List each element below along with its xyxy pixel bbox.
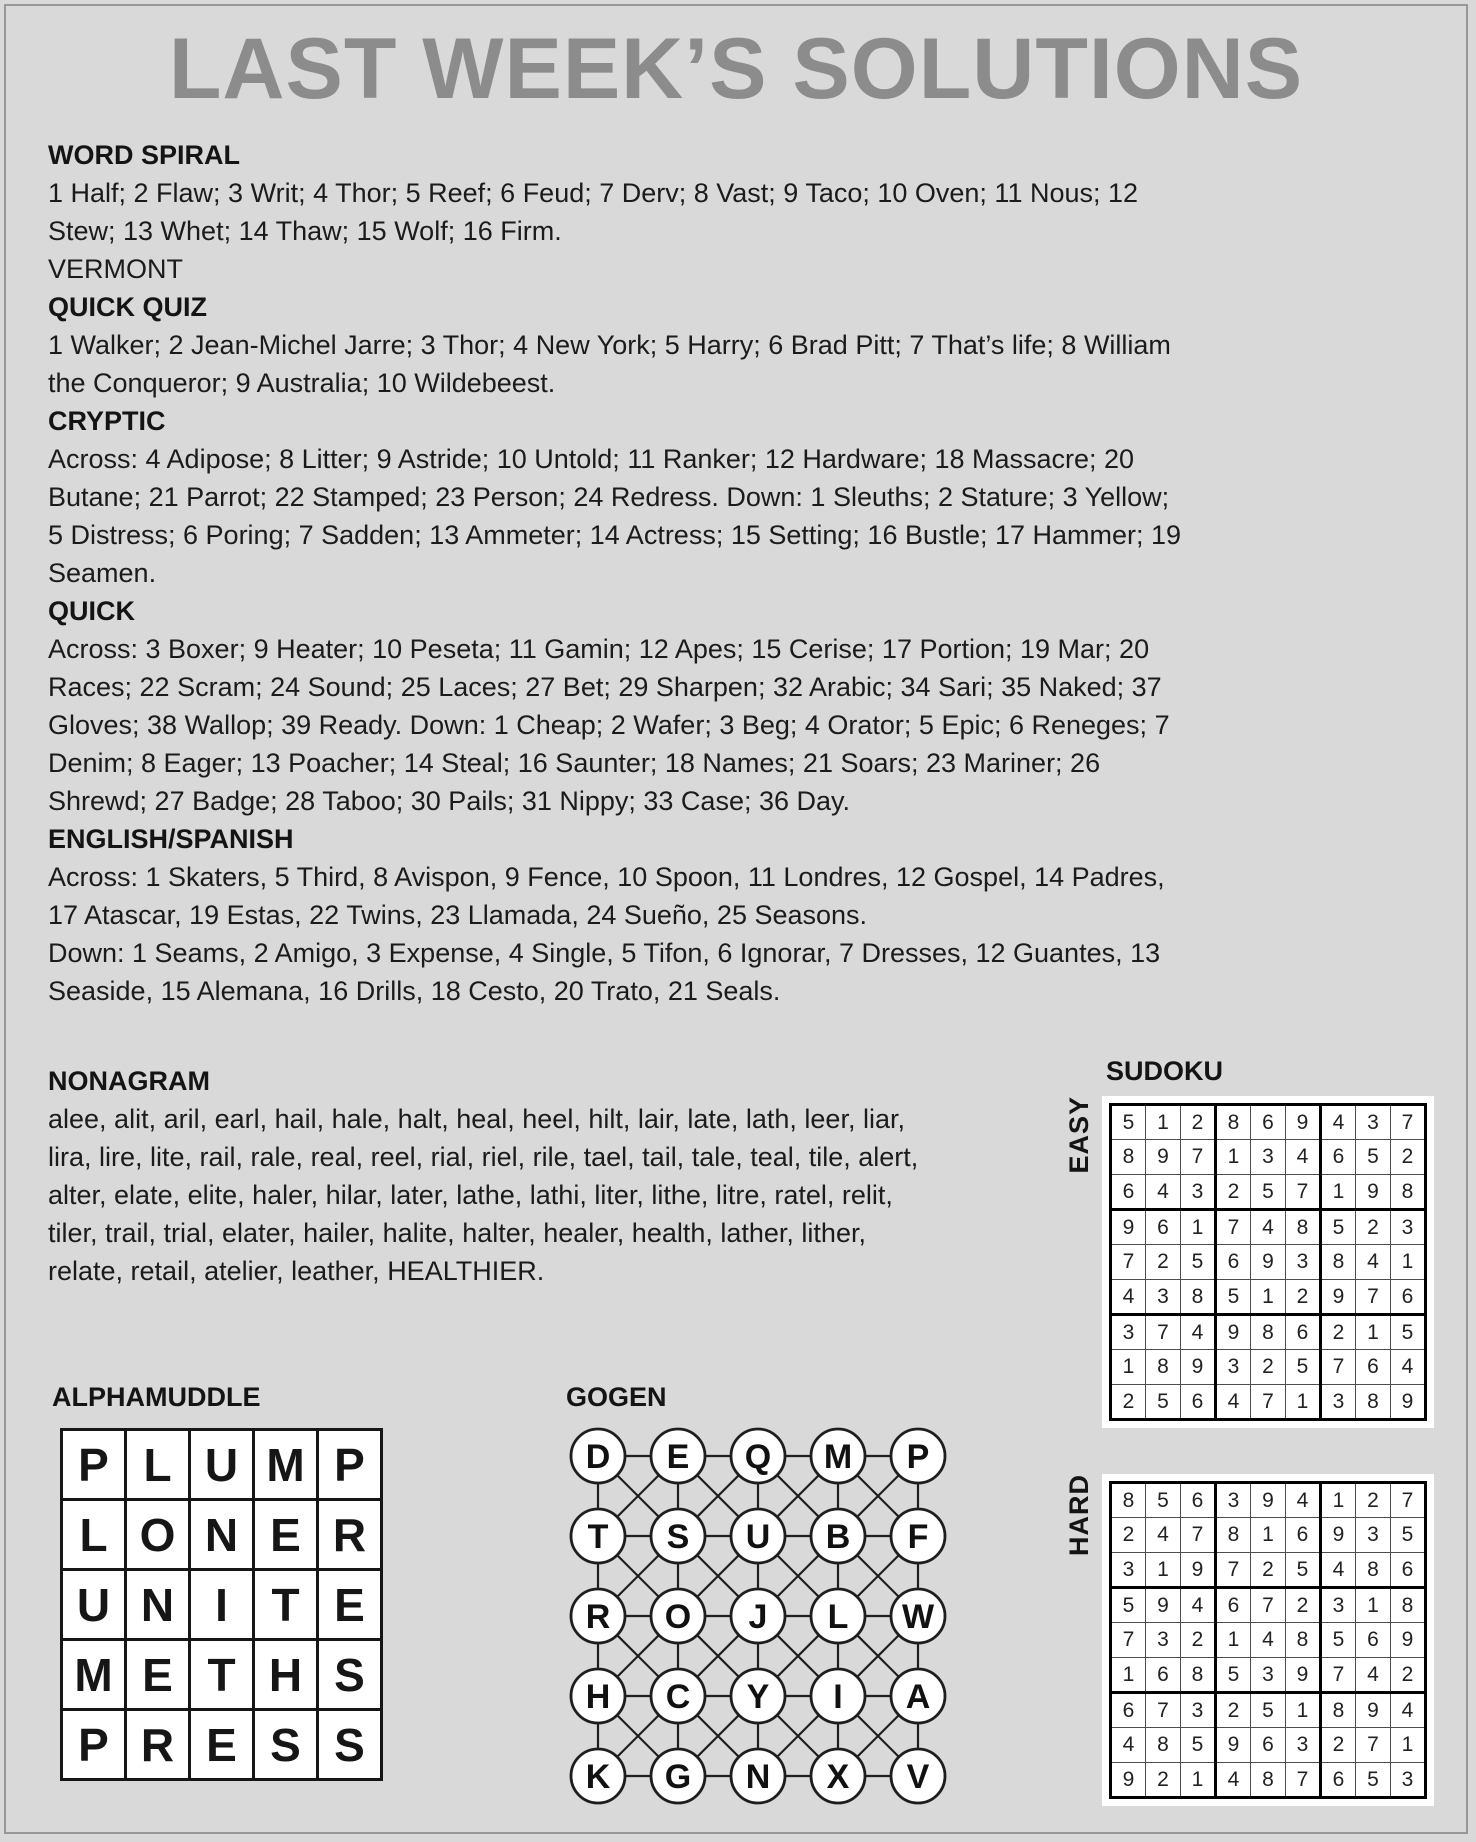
- sudoku-hard-cell: 5: [1286, 1553, 1321, 1588]
- gogen-letter: X: [826, 1758, 850, 1796]
- sudoku-easy-cell: 1: [1251, 1280, 1286, 1315]
- sudoku-hard-cell: 1: [1216, 1623, 1251, 1658]
- alphamuddle-cell-row: [62, 1640, 382, 1710]
- solutions-text-block: [48, 136, 1183, 1010]
- sudoku-hard-cell: 6: [1146, 1658, 1181, 1693]
- sudoku-easy-cell: 7: [1321, 1350, 1356, 1385]
- sudoku-easy-label: EASY: [1064, 1096, 1094, 1174]
- sudoku-hard-cell: 2: [1356, 1483, 1391, 1518]
- alphamuddle-heading: ALPHAMUDDLE: [52, 1382, 261, 1412]
- sudoku-easy-cell: 9: [1216, 1315, 1251, 1350]
- gogen-letter: C: [665, 1678, 691, 1716]
- word-spiral-keyword: VERMONT: [48, 254, 183, 284]
- sudoku-easy-cell: 1: [1321, 1175, 1356, 1210]
- section-gogen: [566, 1378, 950, 1808]
- gogen-diagram: [566, 1424, 950, 1808]
- sudoku-hard-cell: 9: [1286, 1658, 1321, 1693]
- alphamuddle-cell: R: [126, 1710, 190, 1780]
- sudoku-hard-cell: 2: [1251, 1553, 1286, 1588]
- sudoku-easy-cell: 2: [1286, 1280, 1321, 1315]
- section-cryptic: [48, 402, 1183, 592]
- sudoku-easy-cell: 2: [1146, 1245, 1181, 1280]
- nonagram-words: alee, alit, aril, earl, hail, hale, halt, heal, heel, hilt, lair, late, lath, leer, liar, lira, lire, lite, rail, rale, real, reel, rial, riel, rile, tael, tail, tale, teal, tile, alert, alter, elate, elite, haler, hilar, later, lathe, lathi, liter, lithe, litre, ratel, relit, tiler, trail, trial, elater, hailer, halite, halter, healer, health, lather, lither, relate, retail, atelier, leather, HEALTHIER.: [48, 1104, 919, 1286]
- sudoku-hard-cell: 5: [1216, 1658, 1251, 1693]
- sudoku-hard-cell: 8: [1356, 1553, 1391, 1588]
- gogen-letter: E: [666, 1438, 690, 1476]
- alphamuddle-cell: S: [318, 1710, 382, 1780]
- gogen-letter: P: [906, 1438, 930, 1476]
- quick-quiz-answers: 1 Walker; 2 Jean-Michel Jarre; 3 Thor; 4 New York; 5 Harry; 6 Brad Pitt; 7 That’s life; 8 William the Conqueror; 9 Australia; 10 Wildebeest.: [48, 330, 1171, 398]
- sudoku-easy-cell-row: [1111, 1105, 1426, 1140]
- sudoku-easy-cell: 1: [1111, 1350, 1146, 1385]
- sudoku-hard-cell: 8: [1181, 1658, 1216, 1693]
- sudoku-easy-cell: 2: [1111, 1385, 1146, 1420]
- sudoku-easy-cell: 4: [1321, 1105, 1356, 1140]
- sudoku-hard-cell-row: [1111, 1693, 1426, 1728]
- gogen-letter: L: [827, 1598, 849, 1636]
- section-english-spanish: [48, 820, 1183, 1010]
- sudoku-easy-cell: 5: [1111, 1105, 1146, 1140]
- nonagram-heading: NONAGRAM: [48, 1066, 210, 1096]
- sudoku-easy-cell: 8: [1146, 1350, 1181, 1385]
- sudoku-hard-cell: 7: [1216, 1553, 1251, 1588]
- sudoku-easy-cell: 8: [1356, 1385, 1391, 1420]
- sudoku-hard-cell: 3: [1111, 1553, 1146, 1588]
- sudoku-hard-cell: 6: [1251, 1728, 1286, 1763]
- sudoku-easy-cell: 7: [1146, 1315, 1181, 1350]
- sudoku-easy-cell: 1: [1391, 1245, 1426, 1280]
- sudoku-hard-cell: 7: [1251, 1588, 1286, 1623]
- sudoku-hard-cell: 6: [1286, 1518, 1321, 1553]
- sudoku-easy-cell-row: [1111, 1245, 1426, 1280]
- alphamuddle-cell: M: [62, 1640, 126, 1710]
- alphamuddle-cell-row: [62, 1430, 382, 1500]
- sudoku-hard-cell: 3: [1216, 1483, 1251, 1518]
- alphamuddle-cell: M: [254, 1430, 318, 1500]
- sudoku-hard-cell-row: [1111, 1728, 1426, 1763]
- alphamuddle-cell: P: [318, 1430, 382, 1500]
- sudoku-easy-cell: 3: [1286, 1245, 1321, 1280]
- sudoku-easy-cell: 2: [1181, 1105, 1216, 1140]
- page-title: LAST WEEK’S SOLUTIONS: [168, 21, 1304, 117]
- gogen-letter: G: [664, 1758, 692, 1796]
- gogen-letter: A: [905, 1678, 931, 1716]
- sudoku-hard-cell: 9: [1216, 1728, 1251, 1763]
- sudoku-easy-cell: 4: [1251, 1210, 1286, 1245]
- english-spanish-down: Down: 1 Seams, 2 Amigo, 3 Expense, 4 Single, 5 Tifon, 6 Ignorar, 7 Dresses, 12 Guantes, 13 Seaside, 15 Alemana, 16 Drills, 18 Cesto, 20 Trato, 21 Seals.: [48, 938, 1161, 1006]
- sudoku-easy-cell-row: [1111, 1315, 1426, 1350]
- sudoku-easy-cell: 6: [1321, 1140, 1356, 1175]
- sudoku-hard-cell: 7: [1286, 1763, 1321, 1798]
- sudoku-hard-cell-row: [1111, 1588, 1426, 1623]
- sudoku-easy-cell: 5: [1286, 1350, 1321, 1385]
- sudoku-easy-cell: 9: [1286, 1105, 1321, 1140]
- english-spanish-heading: ENGLISH/SPANISH: [48, 824, 294, 854]
- sudoku-easy-cell: 3: [1251, 1140, 1286, 1175]
- sudoku-hard-cell: 3: [1321, 1588, 1356, 1623]
- sudoku-easy-cell: 5: [1146, 1385, 1181, 1420]
- sudoku-easy-cell: 5: [1251, 1175, 1286, 1210]
- sudoku-hard-cell-row: [1111, 1553, 1426, 1588]
- sudoku-hard-cell: 2: [1216, 1693, 1251, 1728]
- sudoku-hard-cell: 5: [1391, 1518, 1426, 1553]
- sudoku-easy-cell: 5: [1356, 1140, 1391, 1175]
- sudoku-easy-cell-row: [1111, 1140, 1426, 1175]
- sudoku-heading: SUDOKU: [1106, 1056, 1224, 1086]
- sudoku-hard-cell-row: [1111, 1483, 1426, 1518]
- sudoku-easy-cell: 1: [1356, 1315, 1391, 1350]
- sudoku-hard-cell: 6: [1111, 1693, 1146, 1728]
- section-quick: [48, 592, 1183, 820]
- section-sudoku: [1064, 1052, 1434, 1834]
- sudoku-hard-cell: 7: [1356, 1728, 1391, 1763]
- sudoku-easy-cell: 8: [1286, 1210, 1321, 1245]
- sudoku-easy-cell-row: [1111, 1210, 1426, 1245]
- sudoku-easy-cell: 6: [1146, 1210, 1181, 1245]
- sudoku-easy-cell-row: [1111, 1350, 1426, 1385]
- sudoku-hard-cell: 3: [1181, 1693, 1216, 1728]
- sudoku-easy-cell: 5: [1321, 1210, 1356, 1245]
- sudoku-hard-cell: 3: [1146, 1623, 1181, 1658]
- sudoku-hard-cell: 4: [1391, 1693, 1426, 1728]
- sudoku-hard-cell: 1: [1146, 1553, 1181, 1588]
- quick-heading: QUICK: [48, 596, 135, 626]
- sudoku-hard-cell: 6: [1391, 1553, 1426, 1588]
- sudoku-hard-cell: 2: [1146, 1763, 1181, 1798]
- gogen-letter: W: [901, 1598, 935, 1636]
- sudoku-hard-cell: 7: [1146, 1693, 1181, 1728]
- sudoku-hard-cell: 6: [1181, 1483, 1216, 1518]
- sudoku-hard-cell: 1: [1251, 1518, 1286, 1553]
- sudoku-easy-cell: 4: [1146, 1175, 1181, 1210]
- sudoku-easy-cell: 4: [1356, 1245, 1391, 1280]
- sudoku-hard-cell: 4: [1216, 1763, 1251, 1798]
- cryptic-answers: Across: 4 Adipose; 8 Litter; 9 Astride; 10 Untold; 11 Ranker; 12 Hardware; 18 Massacre; 20 Butane; 21 Parrot; 22 Stamped; 23 Person; 24 Redress. Down: 1 Sleuths; 2 Stature; 3 Yellow; 5 Distress; 6 Poring; 7 Sadden; 13 Ammeter; 14 Actress; 15 Setting; 16 Bustle; 17 Hammer; 19 Seamen.: [48, 444, 1182, 588]
- sudoku-hard-cell: 1: [1181, 1763, 1216, 1798]
- gogen-letter: O: [664, 1598, 692, 1636]
- sudoku-hard-cell: 9: [1181, 1553, 1216, 1588]
- alphamuddle-cell: N: [126, 1570, 190, 1640]
- english-spanish-across: Across: 1 Skaters, 5 Third, 8 Avispon, 9 Fence, 10 Spoon, 11 Londres, 12 Gospel, 14 Padres, 17 Atascar, 19 Estas, 22 Twins, 23 Llamada, 24 Sueño, 25 Seasons.: [48, 862, 1165, 930]
- sudoku-easy-cell: 3: [1321, 1385, 1356, 1420]
- gogen-heading: GOGEN: [566, 1382, 667, 1412]
- sudoku-hard-cell: 5: [1146, 1483, 1181, 1518]
- sudoku-easy-cell: 3: [1216, 1350, 1251, 1385]
- sudoku-easy-cell: 6: [1391, 1280, 1426, 1315]
- sudoku-easy-cell: 5: [1391, 1315, 1426, 1350]
- alphamuddle-cell: S: [318, 1640, 382, 1710]
- alphamuddle-cell: S: [254, 1710, 318, 1780]
- sudoku-easy-cell: 6: [1111, 1175, 1146, 1210]
- alphamuddle-cell: P: [62, 1710, 126, 1780]
- gogen-letter: N: [745, 1758, 771, 1796]
- sudoku-easy-cell: 1: [1146, 1105, 1181, 1140]
- sudoku-hard-cell: 7: [1111, 1623, 1146, 1658]
- sudoku-hard-cell: 7: [1391, 1483, 1426, 1518]
- gogen-letter: K: [585, 1758, 611, 1796]
- sudoku-hard-cell: 4: [1356, 1658, 1391, 1693]
- sudoku-easy-cell: 6: [1251, 1105, 1286, 1140]
- alphamuddle-cell: T: [190, 1640, 254, 1710]
- sudoku-hard-cell: 8: [1391, 1588, 1426, 1623]
- sudoku-hard-cell: 1: [1391, 1728, 1426, 1763]
- sudoku-hard-cell: 8: [1216, 1518, 1251, 1553]
- sudoku-hard-cell: 9: [1146, 1588, 1181, 1623]
- alphamuddle-cell-row: [62, 1710, 382, 1780]
- gogen-letter: T: [587, 1518, 609, 1556]
- sudoku-hard-cell: 2: [1111, 1518, 1146, 1553]
- sudoku-hard-cell: 8: [1146, 1728, 1181, 1763]
- sudoku-easy-cell: 8: [1181, 1280, 1216, 1315]
- sudoku-easy-cell: 3: [1181, 1175, 1216, 1210]
- sudoku-hard-cell: 9: [1321, 1518, 1356, 1553]
- sudoku-easy-cell: 7: [1356, 1280, 1391, 1315]
- sudoku-hard-cell: 4: [1321, 1553, 1356, 1588]
- sudoku-easy-cell: 4: [1181, 1315, 1216, 1350]
- sudoku-easy-cell: 2: [1251, 1350, 1286, 1385]
- sudoku-hard-cell: 1: [1111, 1658, 1146, 1693]
- sudoku-easy-cell: 7: [1286, 1175, 1321, 1210]
- alphamuddle-cell: I: [190, 1570, 254, 1640]
- solutions-page: [4, 4, 1468, 1834]
- sudoku-easy-cell: 9: [1146, 1140, 1181, 1175]
- sudoku-easy-cell: 4: [1286, 1140, 1321, 1175]
- sudoku-easy-cell: 8: [1111, 1140, 1146, 1175]
- sudoku-hard-cell: 5: [1356, 1763, 1391, 1798]
- sudoku-easy-cell: 8: [1391, 1175, 1426, 1210]
- sudoku-hard-block: [1064, 1474, 1434, 1806]
- quick-answers: Across: 3 Boxer; 9 Heater; 10 Peseta; 11 Gamin; 12 Apes; 15 Cerise; 17 Portion; 19 Mar; 20 Races; 22 Scram; 24 Sound; 25 Laces; 27 Bet; 29 Sharpen; 32 Arabic; 34 Sari; 35 Naked; 37 Gloves; 38 Wallop; 39 Ready. Down: 1 Cheap; 2 Wafer; 3 Beg; 4 Orator; 5 Epic; 6 Reneges; 7 Denim; 8 Eager; 13 Poacher; 14 Steal; 16 Saunter; 18 Names; 21 Soars; 23 Mariner; 26 Shrewd; 27 Badge; 28 Taboo; 30 Pails; 31 Nippy; 33 Case; 36 Day.: [48, 634, 1170, 816]
- sudoku-hard-cell: 7: [1181, 1518, 1216, 1553]
- alphamuddle-cell: U: [62, 1570, 126, 1640]
- sudoku-hard-cell: 3: [1356, 1518, 1391, 1553]
- cryptic-heading: CRYPTIC: [48, 406, 166, 436]
- sudoku-hard-cell: 5: [1181, 1728, 1216, 1763]
- sudoku-hard-cell: 6: [1216, 1588, 1251, 1623]
- sudoku-easy-cell-row: [1111, 1280, 1426, 1315]
- gogen-letter: V: [906, 1758, 930, 1796]
- gogen-letter: B: [825, 1518, 851, 1556]
- quick-quiz-heading: QUICK QUIZ: [48, 292, 207, 322]
- sudoku-easy-cell: 1: [1181, 1210, 1216, 1245]
- alphamuddle-cell: E: [318, 1570, 382, 1640]
- gogen-letter: H: [585, 1678, 611, 1716]
- sudoku-easy-cell: 3: [1111, 1315, 1146, 1350]
- sudoku-easy-cell: 9: [1181, 1350, 1216, 1385]
- sudoku-hard-cell: 4: [1251, 1623, 1286, 1658]
- sudoku-hard-cell: 2: [1321, 1728, 1356, 1763]
- sudoku-easy-cell: 3: [1356, 1105, 1391, 1140]
- alphamuddle-cell: L: [126, 1430, 190, 1500]
- sudoku-easy-cell: 1: [1286, 1385, 1321, 1420]
- alphamuddle-cell: P: [62, 1430, 126, 1500]
- sudoku-hard-cell: 4: [1286, 1483, 1321, 1518]
- sudoku-easy-cell: 6: [1181, 1385, 1216, 1420]
- alphamuddle-cell: E: [190, 1710, 254, 1780]
- sudoku-easy-cell: 8: [1216, 1105, 1251, 1140]
- sudoku-hard-cell-row: [1111, 1518, 1426, 1553]
- sudoku-easy-cell-row: [1111, 1175, 1426, 1210]
- sudoku-easy-cell: 8: [1321, 1245, 1356, 1280]
- sudoku-hard-cell: 8: [1111, 1483, 1146, 1518]
- sudoku-easy-cell: 9: [1111, 1210, 1146, 1245]
- sudoku-hard-cell: 2: [1391, 1658, 1426, 1693]
- alphamuddle-cell-row: [62, 1500, 382, 1570]
- sudoku-hard-cell-row: [1111, 1623, 1426, 1658]
- sudoku-hard-cell: 8: [1251, 1763, 1286, 1798]
- word-spiral-heading: WORD SPIRAL: [48, 140, 240, 170]
- sudoku-hard-cell: 3: [1286, 1728, 1321, 1763]
- gogen-letter: M: [823, 1438, 853, 1476]
- sudoku-hard-cell: 4: [1111, 1728, 1146, 1763]
- sudoku-easy-cell: 6: [1286, 1315, 1321, 1350]
- alphamuddle-cell: N: [190, 1500, 254, 1570]
- sudoku-easy-cell: 2: [1216, 1175, 1251, 1210]
- sudoku-hard-cell: 6: [1356, 1623, 1391, 1658]
- sudoku-easy-cell: 6: [1216, 1245, 1251, 1280]
- sudoku-hard-grid: [1109, 1481, 1427, 1799]
- section-quick-quiz: [48, 288, 1183, 402]
- sudoku-hard-board: [1102, 1474, 1434, 1806]
- alphamuddle-cell: E: [254, 1500, 318, 1570]
- sudoku-easy-board: [1102, 1096, 1434, 1428]
- sudoku-hard-cell: 4: [1181, 1588, 1216, 1623]
- sudoku-hard-cell: 7: [1321, 1658, 1356, 1693]
- section-word-spiral: [48, 136, 1183, 288]
- sudoku-hard-cell: 9: [1391, 1623, 1426, 1658]
- sudoku-hard-cell: 5: [1111, 1588, 1146, 1623]
- sudoku-hard-cell: 1: [1286, 1693, 1321, 1728]
- alphamuddle-grid: [60, 1428, 383, 1781]
- gogen-letter: U: [745, 1518, 771, 1556]
- word-spiral-answers: 1 Half; 2 Flaw; 3 Writ; 4 Thor; 5 Reef; 6 Feud; 7 Derv; 8 Vast; 9 Taco; 10 Oven; 11 Nous; 12 Stew; 13 Whet; 14 Thaw; 15 Wolf; 16 Firm.: [48, 178, 1139, 246]
- gogen-letter: D: [585, 1438, 611, 1476]
- sudoku-easy-cell: 4: [1216, 1385, 1251, 1420]
- sudoku-hard-cell: 9: [1251, 1483, 1286, 1518]
- gogen-letter: Q: [744, 1438, 772, 1476]
- sudoku-hard-cell-row: [1111, 1658, 1426, 1693]
- alphamuddle-cell: T: [254, 1570, 318, 1640]
- gogen-letter: J: [748, 1598, 768, 1636]
- section-alphamuddle: [52, 1378, 383, 1781]
- sudoku-easy-cell: 4: [1111, 1280, 1146, 1315]
- sudoku-easy-cell: 9: [1251, 1245, 1286, 1280]
- sudoku-hard-cell: 9: [1111, 1763, 1146, 1798]
- sudoku-hard-cell-row: [1111, 1763, 1426, 1798]
- sudoku-hard-label: HARD: [1064, 1474, 1094, 1556]
- sudoku-easy-cell: 3: [1391, 1210, 1426, 1245]
- sudoku-easy-block: [1064, 1096, 1434, 1428]
- sudoku-easy-cell: 9: [1391, 1385, 1426, 1420]
- sudoku-easy-cell: 5: [1181, 1245, 1216, 1280]
- sudoku-hard-cell: 1: [1356, 1588, 1391, 1623]
- section-nonagram: [48, 1062, 920, 1290]
- sudoku-easy-cell: 6: [1356, 1350, 1391, 1385]
- sudoku-easy-cell: 1: [1216, 1140, 1251, 1175]
- gogen-letter: R: [585, 1598, 611, 1636]
- sudoku-easy-cell: 3: [1146, 1280, 1181, 1315]
- sudoku-hard-cell: 4: [1146, 1518, 1181, 1553]
- gogen-letter: I: [833, 1678, 843, 1716]
- sudoku-easy-cell: 2: [1321, 1315, 1356, 1350]
- sudoku-easy-cell: 2: [1356, 1210, 1391, 1245]
- gogen-letter: S: [666, 1518, 690, 1556]
- alphamuddle-cell-row: [62, 1570, 382, 1640]
- sudoku-hard-cell: 3: [1391, 1763, 1426, 1798]
- sudoku-easy-cell: 7: [1391, 1105, 1426, 1140]
- sudoku-easy-cell: 5: [1216, 1280, 1251, 1315]
- sudoku-hard-cell: 5: [1251, 1693, 1286, 1728]
- sudoku-easy-cell: 7: [1181, 1140, 1216, 1175]
- sudoku-easy-cell: 4: [1391, 1350, 1426, 1385]
- sudoku-easy-cell-row: [1111, 1385, 1426, 1420]
- alphamuddle-cell: R: [318, 1500, 382, 1570]
- sudoku-easy-cell: 9: [1321, 1280, 1356, 1315]
- gogen-letter: Y: [746, 1678, 770, 1716]
- sudoku-hard-cell: 9: [1356, 1693, 1391, 1728]
- gogen-letter: F: [907, 1518, 929, 1556]
- sudoku-hard-cell: 8: [1321, 1693, 1356, 1728]
- sudoku-easy-cell: 9: [1356, 1175, 1391, 1210]
- sudoku-hard-cell: 2: [1286, 1588, 1321, 1623]
- sudoku-hard-cell: 6: [1321, 1763, 1356, 1798]
- alphamuddle-cell: L: [62, 1500, 126, 1570]
- sudoku-easy-cell: 7: [1251, 1385, 1286, 1420]
- sudoku-hard-cell: 5: [1321, 1623, 1356, 1658]
- sudoku-easy-grid: [1109, 1103, 1427, 1421]
- alphamuddle-cell: O: [126, 1500, 190, 1570]
- alphamuddle-cell: E: [126, 1640, 190, 1710]
- alphamuddle-cell: H: [254, 1640, 318, 1710]
- sudoku-easy-cell: 7: [1216, 1210, 1251, 1245]
- sudoku-hard-cell: 2: [1181, 1623, 1216, 1658]
- sudoku-easy-cell: 2: [1391, 1140, 1426, 1175]
- sudoku-hard-cell: 1: [1321, 1483, 1356, 1518]
- sudoku-hard-cell: 3: [1251, 1658, 1286, 1693]
- sudoku-hard-cell: 8: [1286, 1623, 1321, 1658]
- alphamuddle-cell: U: [190, 1430, 254, 1500]
- sudoku-easy-cell: 8: [1251, 1315, 1286, 1350]
- sudoku-easy-cell: 7: [1111, 1245, 1146, 1280]
